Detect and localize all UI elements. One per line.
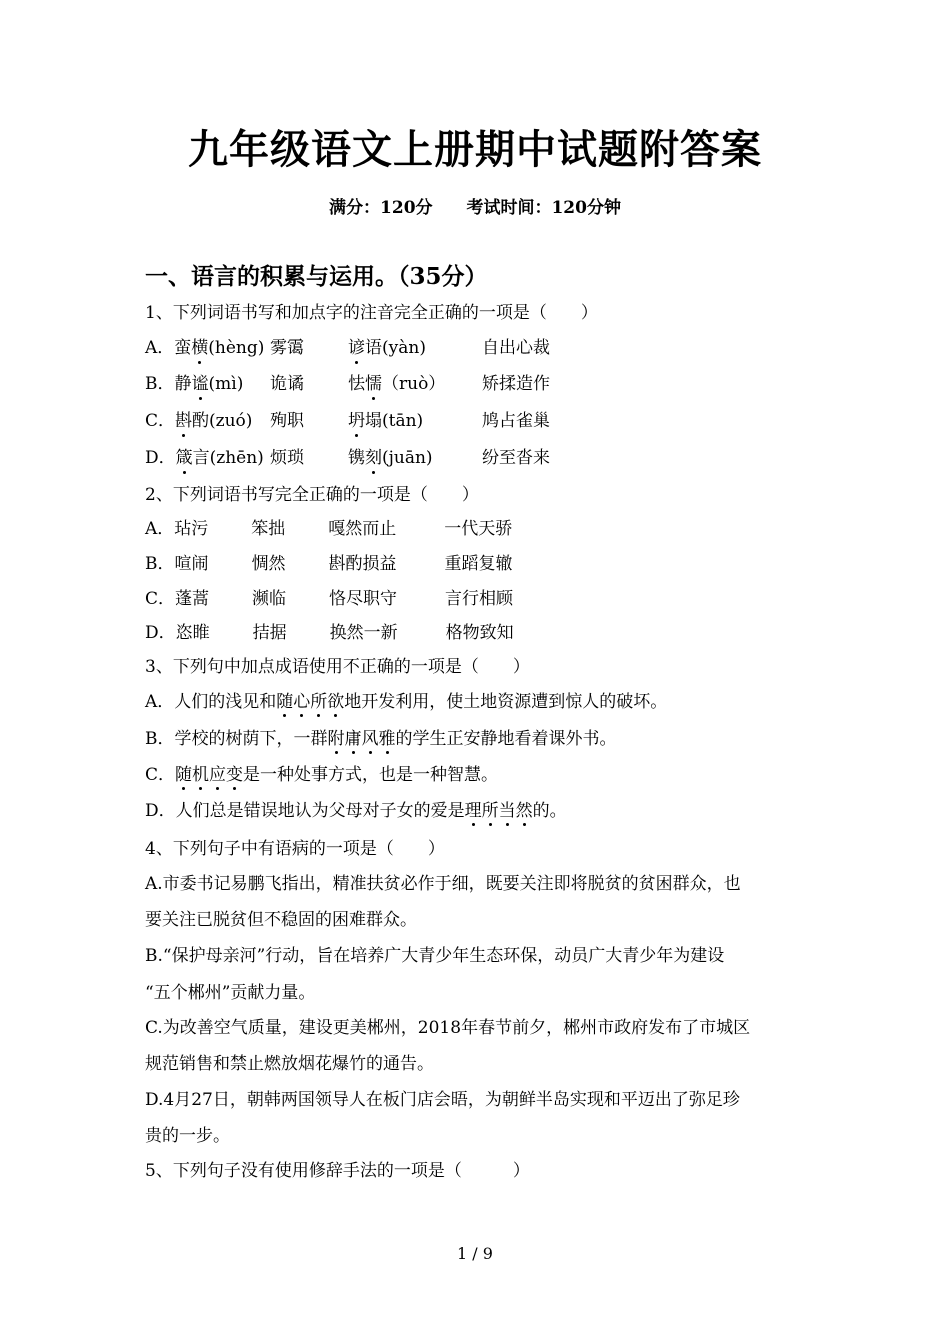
question-4-option-c-line2: 规范销售和禁止燃放烟花爆竹的通告。 — [145, 1054, 434, 1074]
question-4-option-a-line2: 要关注已脱贫但不稳固的困难群众。 — [145, 910, 417, 930]
question-4-option-d-line1: D.4月27日，朝韩两国领导人在板门店会晤，为朝鲜半岛实现和平迈出了弥足珍 — [145, 1090, 740, 1110]
question-3-option-c: C．随机应变是一种处事方式，也是一种智慧。 — [145, 765, 499, 785]
question-3-option-d: D．人们总是错误地认为父母对子女的爱是理所当然的。 — [145, 801, 567, 821]
question-3-option-b: B．学校的树荫下，一群附庸风雅的学生正安静地看着课外书。 — [145, 729, 617, 749]
question-2-stem: 2、下列词语书写完全正确的一项是（ ） — [145, 485, 479, 505]
question-4-option-c-line1: C.为改善空气质量，建设更美郴州，2018年春节前夕，郴州市政府发布了市城区 — [145, 1018, 751, 1038]
page-number: 1 / 9 — [457, 1244, 493, 1263]
question-2-option-c: C．蓬蒿 濒临 恪尽职守 言行相顾 — [145, 589, 514, 609]
question-4-option-d-line2: 贵的一步。 — [145, 1126, 230, 1146]
question-2-option-b: B．喧闹 惆然 斟酌损益 重蹈复辙 — [145, 554, 513, 574]
exam-info — [0, 193, 950, 218]
question-2-option-a: A．玷污 笨拙 嘎然而止 一代天骄 — [145, 519, 513, 539]
question-4-stem: 4、下列句子中有语病的一项是（ ） — [145, 839, 445, 859]
exam-time: 考试时间：120分钟 — [466, 198, 621, 218]
full-score: 满分：120分 — [329, 198, 433, 218]
question-4-option-a-line1: A.市委书记易鹏飞指出，精准扶贫必作于细，既要关注即将脱贫的贫困群众，也 — [145, 874, 741, 894]
question-5-stem: 5、下列句子没有使用修辞手法的一项是（ ） — [145, 1161, 530, 1181]
question-4-option-b-line2: “五个郴州”贡献力量。 — [145, 983, 316, 1003]
question-1-option-c: C．斟酌(zuó) 殉职 坍塌(tān) 鸠占雀巢 — [145, 411, 550, 431]
section-heading: 一、语言的积累与运用。（35分） — [145, 263, 488, 290]
question-1-option-b: B．静谧(mì) 诡谲 怯懦（ruò） 矫揉造作 — [145, 374, 550, 394]
question-1-option-d: D．箴言(zhēn) 烦琐 镌刻(juān) 纷至沓来 — [145, 448, 550, 468]
question-4-option-b-line1: B.“保护母亲河”行动，旨在培养广大青少年生态环保，动员广大青少年为建设 — [145, 946, 725, 966]
question-2-option-d: D．恣睢 拮据 换然一新 格物致知 — [145, 623, 514, 643]
page-title: 九年级语文上册期中试题附答案 — [188, 126, 762, 173]
question-1-option-a: A．蛮横(hèng) 雾霭 谚语(yàn) 自出心裁 — [145, 338, 550, 358]
question-3-stem: 3、下列句中加点成语使用不正确的一项是（ ） — [145, 657, 530, 677]
question-3-option-a: A．人们的浅见和随心所欲地开发利用，使土地资源遭到惊人的破坏。 — [145, 692, 668, 712]
question-1-stem: 1、下列词语书写和加点字的注音完全正确的一项是（ ） — [145, 303, 598, 323]
